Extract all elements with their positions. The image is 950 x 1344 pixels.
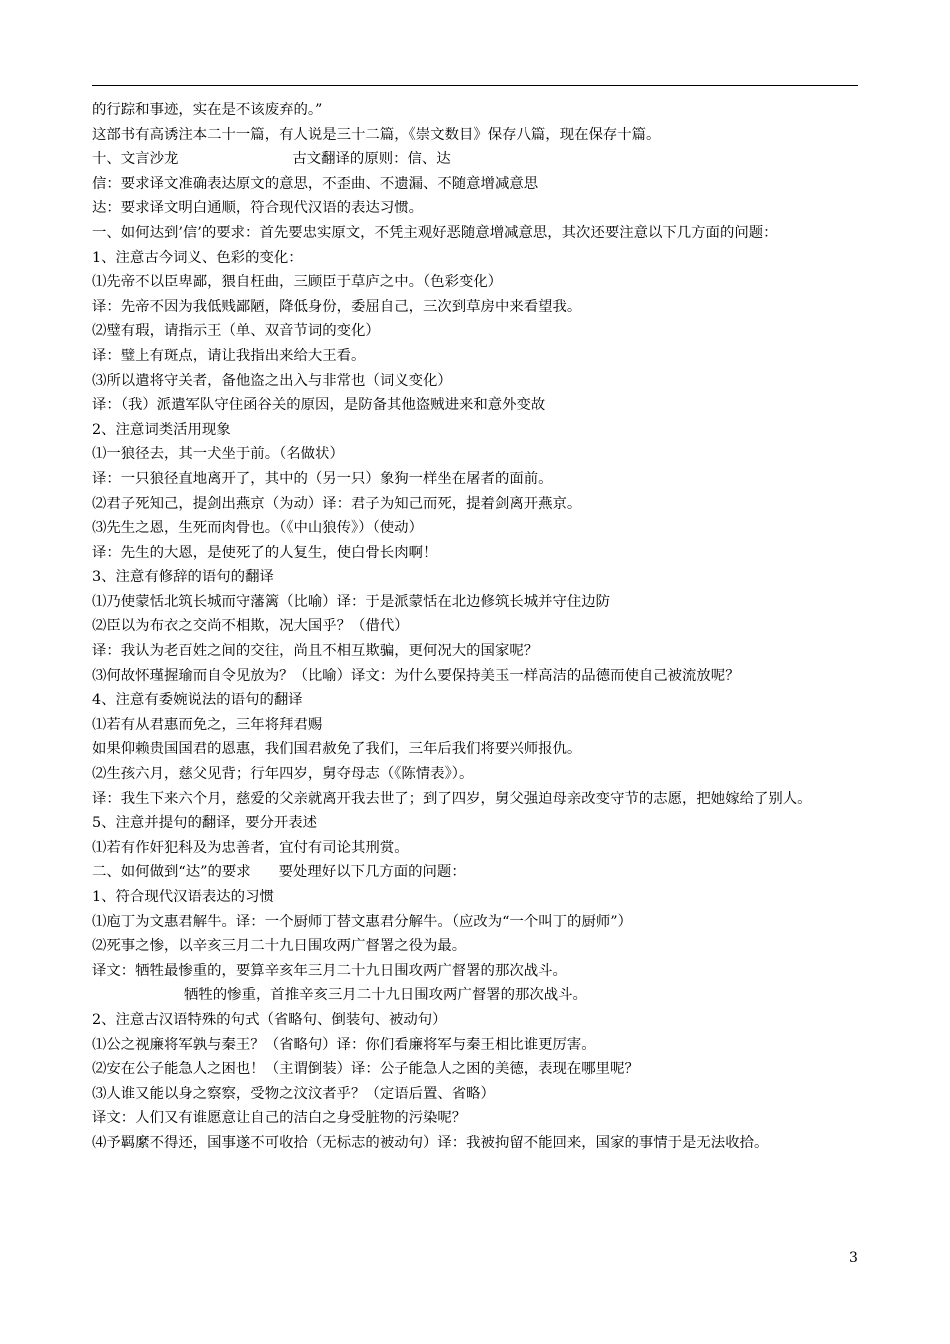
section-heading [92,860,862,885]
text-line: 4、注意有委婉说法的语句的翻译 [92,692,303,709]
header-rule [92,85,858,86]
text-line: ⑴乃使蒙恬北筑长城而守藩篱（比喻）译：于是派蒙恬在北边修筑长城并守住边防 [92,593,611,610]
text-line: 这部书有高诱注本二十一篇，有人说是三十二篇，《崇文数目》保存八篇，现在保存十篇。 [92,126,661,143]
text-line: 译文：人们又有谁愿意让自己的洁白之身受脏物的污染呢？ [92,1110,467,1127]
text-line: ⑵臣以为布衣之交尚不相欺，况大国乎？（借代） [92,618,409,635]
text-line: 3、注意有修辞的语句的翻译 [92,569,274,586]
text-line: 1、符合现代汉语表达的习惯 [92,889,274,905]
text-line: 牺牲的惨重，首推辛亥三月二十九日围攻两广督署的那次战斗。 [184,987,587,1004]
section-subtitle: 要处理好以下几方面的问题： [278,864,466,881]
text-line: ⑴先帝不以臣卑鄙，猥自枉曲，三顾臣于草庐之中。（色彩变化） [92,274,503,291]
text-line: ⑵死事之惨，以辛亥三月二十九日围攻两广督署之役为最。 [92,938,467,955]
text-line: 译：璧上有斑点，请让我指出来给大王看。 [92,347,366,364]
text-line: ⑵生孩六月，慈父见背；行年四岁，舅夺母志（《陈情表》）。 [92,766,474,783]
text-line: ⑶先生之恩，生死而肉骨也。（《中山狼传》）（使动） [92,520,423,537]
text-line: 译：我认为老百姓之间的交往，尚且不相互欺骗，更何况大的国家呢？ [92,643,539,660]
section-title: 二、如何做到“达”的要求 [92,864,251,881]
text-line: 2、注意词类活用现象 [92,421,231,438]
text-line: 译：我生下来六个月，慈爱的父亲就离开我去世了；到了四岁，舅父强迫母亲改变守节的志愿，把她嫁给了别人。 [92,790,812,807]
text-line: 译：先生的大恩，是使死了的人复生，使白骨长肉啊！ [92,544,438,561]
section-subtitle: 古文翻译的原则：信、达 [292,151,451,168]
text-line: ⑵璧有瑕，请指示王（单、双音节词的变化） [92,323,380,340]
text-line: ⑴若有从君惠而免之，三年将拜君赐 [92,716,323,733]
text-line: ⑶所以遣将守关者，备他盗之出入与非常也（词义变化） [92,372,452,389]
text-line: ⑵安在公子能急人之困也！（主谓倒装）译：公子能急人之困的美德，表现在哪里呢？ [92,1061,639,1078]
text-line: ⑶人谁又能以身之察察，受物之汶汶者乎？（定语后置、省略） [92,1085,495,1102]
text-line: ⑷予羁縻不得还，国事遂不可收拾（无标志的被动句）译：我被拘留不能回来，国家的事情于是无法收拾。 [92,1134,769,1151]
section-heading [92,147,862,172]
section-title: 十、文言沙龙 [92,151,179,168]
text-line: ⑶何故怀瑾握瑜而自令见放为？（比喻）译文：为什么要保持美玉一样高洁的品德而使自己被流放呢？ [92,667,740,684]
document-body [92,98,862,1156]
text-line: 译：（我）派遣军队守住函谷关的原因，是防备其他盗贼进来和意外变故 [92,397,546,414]
text-line: 译文：牺牲最惨重的，要算辛亥年三月二十九日围攻两广督署的那次战斗。 [92,962,567,979]
text-line: 信：要求译文准确表达原文的意思，不歪曲、不遗漏、不随意增减意思 [92,175,539,192]
text-line: ⑴一狼径去，其一犬坐于前。（名做状） [92,446,344,463]
text-line: ⑴公之视廉将军孰与秦王？（省略句）译：你们看廉将军与秦王相比谁更厉害。 [92,1036,596,1053]
text-line: 5、注意并提句的翻译，要分开表述 [92,815,318,832]
text-line: 的行踪和事迹，实在是不该废弃的。” [92,102,323,118]
text-line: 译：一只狼径直地离开了，其中的（另一只）象狗一样坐在屠者的面前。 [92,470,553,487]
text-line: ⑴若有作奸犯科及为忠善者，宜付有司论其刑赏。 [92,839,409,856]
text-line: ⑵君子死知己，提剑出燕京（为动）译：君子为知己而死，提着剑离开燕京。 [92,495,582,512]
text-line: 译：先帝不因为我低贱鄙陋，降低身份，委屈自己，三次到草房中来看望我。 [92,298,582,315]
text-line: ⑴庖丁为文惠君解牛。译：一个厨师丁替文惠君分解牛。（应改为“一个叫丁的厨师”） [92,913,632,930]
text-line: 如果仰赖贵国国君的恩惠，我们国君赦免了我们，三年后我们将要兴师报仇。 [92,741,582,758]
page-number: 3 [849,1250,858,1266]
text-line: 一、如何达到’信’的要求：首先要忠实原文，不凭主观好恶随意增减意思，其次还要注意以下几方面的问题： [92,224,778,241]
text-line: 1、注意古今词义、色彩的变化： [92,249,303,266]
text-line: 达：要求译文明白通顺，符合现代汉语的表达习惯。 [92,200,423,217]
text-line: 2、注意古汉语特殊的句式（省略句、倒装句、被动句） [92,1011,447,1028]
